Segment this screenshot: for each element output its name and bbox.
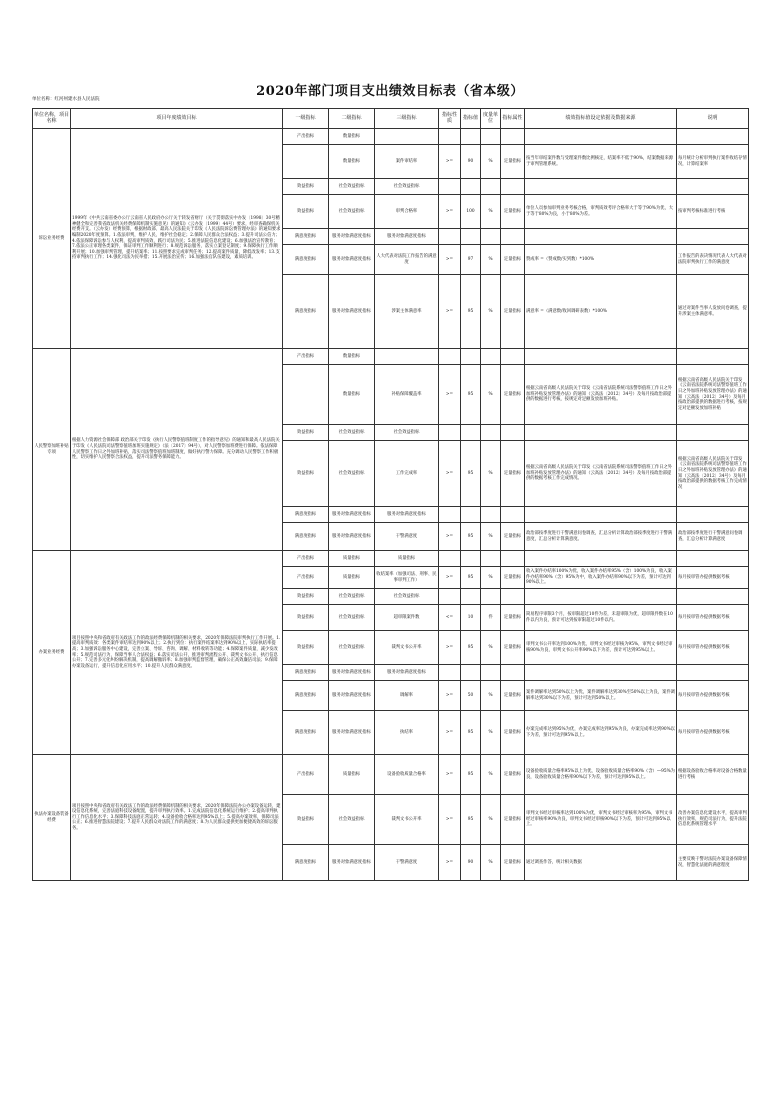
cell-basis: 单位人员参加审判业务考核合格，审判质效考评合格率大于等于90%为优，大于等于80%为良，小于80%为差。	[525, 195, 677, 229]
cell-attr	[501, 129, 525, 145]
cell-level1	[283, 365, 329, 425]
cell-level3: 服务对象满意度指标	[375, 229, 439, 245]
cell-basis	[525, 425, 677, 441]
cell-note: 根据设备验收合格率对设备合格数量进行考核	[677, 755, 749, 795]
cell-note	[677, 589, 749, 605]
cell-level1: 产出指标	[283, 567, 329, 589]
cell-unit: %	[481, 523, 501, 551]
cell-level3: 超审限案件数	[375, 605, 439, 631]
cell-attr: 定量指标	[501, 523, 525, 551]
cell-unit: %	[481, 631, 501, 665]
unit-name: 单位名称：红河州建水县人民法院	[32, 97, 100, 102]
project-name: 诉讼业务经费	[33, 129, 71, 349]
cell-level3: 工作完成率	[375, 441, 439, 507]
cell-attr: 定量指标	[501, 441, 525, 507]
cell-attr: 定量指标	[501, 845, 525, 881]
cell-level3	[375, 349, 439, 365]
cell-value: 95	[461, 755, 481, 795]
header-project: 单位名称，项目名称	[33, 109, 71, 129]
cell-unit: %	[481, 681, 501, 711]
project-goal: 1999年《中共云南省委办公厅云南省人民政府办公厅关于转发省财厅（关于贯彻落实中办发〔1998〕30号精神健全和完善我省政法机关经费保障机制实施意见）的通知》（云办发〔1999〕44号）要求，经审查确保机关经费开支。（云办发）经费预算，根据财政部、最高人民法院关于印发《人民法院诉讼费管理办法》的通知要求编制2020年度预算。1.依法审判，维护人民、维护社会稳定；2.保障人民群众合法权益；3.提升司法公信力；4.依法保障诉讼参与人权利，提高审判质效，践行司法为民；5.推进法院信息化建设；6.加强法治宣传教育；7.依法公正审理各类案件，保证审判工作顺利进行；8.规范诉讼服务，落实立案登记制度；9.保障执行工作顺利开展；10.加强审判管理，提升结案率；11.按照要求完成审判任务；12.提高案件质量，降低改发率；13.支持审判执行工作；14.强化司法为民举措；15.开展法治宣传；16.加强法官队伍建设，素质培训。	[71, 129, 283, 349]
cell-level1: 效益指标	[283, 195, 329, 229]
cell-note	[677, 665, 749, 681]
cell-level3: 案件审结率	[375, 145, 439, 179]
cell-level2: 质量指标	[329, 755, 375, 795]
cell-level2: 社会效益指标	[329, 441, 375, 507]
cell-value	[461, 507, 481, 523]
cell-level3: 裁判文书公开率	[375, 795, 439, 845]
cell-level2: 服务对象满意度指标	[329, 507, 375, 523]
cell-nature	[439, 589, 461, 605]
cell-basis	[525, 349, 677, 365]
cell-basis: 赞成率 =（赞成数/实到数）*100%	[525, 245, 677, 275]
cell-note: 工作报告的表决情况代表人大代表对法院审判执行工作的满意度	[677, 245, 749, 275]
cell-note: 通过对案件当事人发放问卷调查，提升涉案主体满意率。	[677, 275, 749, 349]
cell-attr	[501, 229, 525, 245]
cell-unit: %	[481, 365, 501, 425]
cell-basis	[525, 179, 677, 195]
cell-level1: 满意度指标	[283, 845, 329, 881]
cell-nature: >=	[439, 845, 461, 881]
cell-level1: 效益指标	[283, 425, 329, 441]
cell-level2: 社会效益指标	[329, 179, 375, 195]
project-goal: 根据人力资源社会保障部 政治部关于印发《执行人民警察值班制度工作的指导意见》的通知和最高人民法院关于印发《人民法院司法警察值班加班实施规定》（法〔2017〕94号），对人民警察加班费进行保障。依法保障人民警察工作日之外加班补贴，落实司法警察值班加班制度，做好执行警力保障。充分调动人民警察工作积极性，切实维护人民警察合法权益，提升司法警务保障能力。	[71, 349, 283, 551]
cell-level1: 满意度指标	[283, 665, 329, 681]
cell-level3: 质量指标	[375, 551, 439, 567]
cell-basis: 根据云南省高级人民法院关于印发《云南省法院系统司法警察值班工作日之外加班补贴发放管理办法》的通知（云高法〔2012〕34号）及每月按政治部提供的数据考核工作完成情况。	[525, 441, 677, 507]
cell-level3: 社会效益指标	[375, 425, 439, 441]
cell-level2: 服务对象满意度指标	[329, 229, 375, 245]
cell-level2: 数量指标	[329, 365, 375, 425]
cell-basis: 案件调解率达到50%以上为优，案件调解率达到30%至50%以上为良，案件调解率达到30%以下为差，预计可达到50%以上。	[525, 681, 677, 711]
cell-basis: 收入案件办结率100%为优，收入案件办结率95%（含）100%为良，收入案件办结率90%（含）95%为中，收入案件办结率90%以下为差，预计可达到90%以上。	[525, 567, 677, 589]
cell-level1: 满意度指标	[283, 275, 329, 349]
cell-note: 每月按审管办提供数据考核	[677, 681, 749, 711]
cell-level1: 效益指标	[283, 441, 329, 507]
cell-nature	[439, 179, 461, 195]
cell-level2: 服务对象满意度指标	[329, 275, 375, 349]
cell-nature: >=	[439, 755, 461, 795]
cell-level3: 执结率	[375, 711, 439, 755]
cell-attr: 定量指标	[501, 245, 525, 275]
cell-basis: 审判文书经过审核率达到100%为优，审判文书经过审核率为95%，审判文书经过审核率90%为良，审判文书经过审核90%以下为差，预计可达到95%以上。	[525, 795, 677, 845]
cell-level1: 产出指标	[283, 349, 329, 365]
cell-level2: 社会效益指标	[329, 195, 375, 229]
cell-level3: 干警满意度	[375, 845, 439, 881]
cell-unit: %	[481, 145, 501, 179]
cell-nature	[439, 129, 461, 145]
cell-note	[677, 179, 749, 195]
cell-note	[677, 507, 749, 523]
cell-level3	[375, 129, 439, 145]
cell-level1: 满意度指标	[283, 507, 329, 523]
cell-value: 90	[461, 145, 481, 179]
cell-level2: 服务对象满意度指标	[329, 681, 375, 711]
cell-value: 95	[461, 365, 481, 425]
cell-basis: 政治部按季度进行干警满意问卷调查，汇总分析计算政治部按季度进行干警满意度，汇总分析计算满意度。	[525, 523, 677, 551]
cell-note	[677, 425, 749, 441]
cell-basis: 审判文书公开率达到100%为优，审判文书经过审核为95%，审判文书经过审核90%为良，审判文书公开率90%以下为差，预计可达到95%以上。	[525, 631, 677, 665]
cell-unit	[481, 507, 501, 523]
cell-note: 每月按审管办提供数据考核	[677, 567, 749, 589]
cell-note: 改善办案信息化建设水平，提高审判执行效率，规范司法行为，提升法院信息化系统管理水平	[677, 795, 749, 845]
cell-unit	[481, 589, 501, 605]
cell-nature	[439, 425, 461, 441]
cell-level2: 服务对象满意度指标	[329, 665, 375, 681]
cell-note: 按审判考核标准进行考核	[677, 195, 749, 229]
cell-value	[461, 425, 481, 441]
cell-attr: 定量指标	[501, 195, 525, 229]
cell-value: 50	[461, 681, 481, 711]
cell-attr: 定量指标	[501, 681, 525, 711]
cell-level3: 人大代表对法院工作报告的满意度	[375, 245, 439, 275]
cell-level2: 服务对象满意度指标	[329, 245, 375, 275]
cell-attr: 定量指标	[501, 631, 525, 665]
header-attr: 指标属性	[501, 109, 525, 129]
cell-nature: >=	[439, 523, 461, 551]
cell-note	[677, 551, 749, 567]
header-level3: 三级指标	[375, 109, 439, 129]
table-header-row	[33, 109, 749, 129]
cell-level2: 社会效益指标	[329, 795, 375, 845]
cell-note: 每月按审管办提供数据考核	[677, 631, 749, 665]
cell-level1: 满意度指标	[283, 523, 329, 551]
cell-level3: 调解率	[375, 681, 439, 711]
cell-unit	[481, 425, 501, 441]
cell-level2: 数量指标	[329, 129, 375, 145]
cell-note: 政治部按季度进行干警满意问卷调查，汇总分析计算满意度	[677, 523, 749, 551]
cell-nature	[439, 507, 461, 523]
cell-level1: 效益指标	[283, 631, 329, 665]
cell-level2: 社会效益指标	[329, 631, 375, 665]
cell-basis	[525, 589, 677, 605]
cell-attr	[501, 589, 525, 605]
cell-unit: %	[481, 441, 501, 507]
cell-attr: 定量指标	[501, 365, 525, 425]
cell-unit	[481, 551, 501, 567]
cell-attr: 定量指标	[501, 567, 525, 589]
cell-nature: >=	[439, 681, 461, 711]
cell-level1: 效益指标	[283, 795, 329, 845]
cell-level1: 满意度指标	[283, 681, 329, 711]
cell-value: 95	[461, 711, 481, 755]
cell-attr: 定量指标	[501, 145, 525, 179]
cell-level2: 服务对象满意度指标	[329, 523, 375, 551]
cell-value	[461, 349, 481, 365]
project-name: 执法办案设备装备经费	[33, 755, 71, 881]
cell-nature: >=	[439, 567, 461, 589]
cell-attr	[501, 551, 525, 567]
cell-unit	[481, 179, 501, 195]
header-unit: 度量单位	[481, 109, 501, 129]
cell-level3: 涉案主体满意率	[375, 275, 439, 349]
cell-basis	[525, 551, 677, 567]
cell-basis: 设备验收质量合格率95%以上为优，设备验收质量合格率90%（含）—95%为良，设备验收质量合格率90%以下为差，预计可达到95%以上。	[525, 755, 677, 795]
cell-level1: 产出指标	[283, 551, 329, 567]
cell-nature	[439, 229, 461, 245]
header-level1: 一级指标	[283, 109, 329, 129]
cell-attr	[501, 507, 525, 523]
cell-level1: 满意度指标	[283, 711, 329, 755]
cell-attr: 定量指标	[501, 755, 525, 795]
cell-level2: 服务对象满意度指标	[329, 711, 375, 755]
cell-value: 95	[461, 567, 481, 589]
header-value: 指标值	[461, 109, 481, 129]
cell-level1: 效益指标	[283, 179, 329, 195]
cell-level1: 产出指标	[283, 129, 329, 145]
cell-level3: 社会效益指标	[375, 179, 439, 195]
cell-basis: 办案完成率达到95%为优，办案完成率达到95%为良，办案完成率达到90%以下为差，预计可达到95%以上。	[525, 711, 677, 755]
cell-unit	[481, 229, 501, 245]
cell-note	[677, 229, 749, 245]
cell-unit: %	[481, 245, 501, 275]
cell-note: 每月按审管办提供数据考核	[677, 711, 749, 755]
header-basis: 绩效指标值设定依据及数据来源	[525, 109, 677, 129]
cell-level3: 服务对象满意度指标	[375, 665, 439, 681]
header-goal: 项目年度绩效目标	[71, 109, 283, 129]
cell-attr: 定量指标	[501, 795, 525, 845]
cell-level2: 质量指标	[329, 551, 375, 567]
cell-nature: >=	[439, 245, 461, 275]
cell-note: 根据云南省高级人民法院关于印发《云南省法院系统司法警察值班工作日之外加班补贴发放管理办法》的通知（云高法〔2012〕34号）及每月按政治部提供的数据进行考核，按规定对足额发放加班补贴	[677, 365, 749, 425]
cell-value: 95	[461, 523, 481, 551]
cell-nature: >=	[439, 365, 461, 425]
cell-level2: 社会效益指标	[329, 589, 375, 605]
cell-value	[461, 229, 481, 245]
cell-nature: >=	[439, 145, 461, 179]
cell-level1: 满意度指标	[283, 245, 329, 275]
cell-level1: 效益指标	[283, 605, 329, 631]
cell-value	[461, 129, 481, 145]
table-row	[33, 129, 749, 145]
cell-unit: %	[481, 567, 501, 589]
cell-value: 95	[461, 441, 481, 507]
cell-unit: %	[481, 711, 501, 755]
cell-basis	[525, 229, 677, 245]
cell-level1: 效益指标	[283, 589, 329, 605]
cell-unit: %	[481, 755, 501, 795]
performance-table	[32, 108, 749, 881]
cell-nature: >=	[439, 441, 461, 507]
page-title: 2020年部门项目支出绩效目标表（省本级）	[256, 84, 524, 99]
cell-basis	[525, 129, 677, 145]
cell-value: 10	[461, 605, 481, 631]
cell-attr: 定量指标	[501, 275, 525, 349]
project-goal: 项目按照中央和省政府有关政法工作的政法经费保障机制的相关要求，2020年保障法院办公办案设备运转，建设信息化系统，完善法庭科技设备配置，提升审判执行效率。1.完成法院信息化系统运行维护；2.提高审判执行工作信息化水平；3.保障科技法庭正常运转；4.设备验收合格率达到95%以上；5.提高办案效率，保障司法公正；6.推进智慧法院建设；7.提升人民群众对法院工作的满意度；8.为人民群众提供更加便捷高效的诉讼服务。	[71, 755, 283, 881]
cell-note	[677, 349, 749, 365]
cell-attr	[501, 179, 525, 195]
cell-unit: %	[481, 795, 501, 845]
cell-basis: 根据云南省高级人民法院关于印发《云南省法院系统司法警察值班工作日之外加班补贴发放管理办法》的通知（云高法〔2012〕34号）及每月按政治部提供的数据进行考核，按规定对足额发放加班补贴。	[525, 365, 677, 425]
cell-level3: 服务对象满意度指标	[375, 507, 439, 523]
cell-value: 97	[461, 245, 481, 275]
cell-level2: 数量指标	[329, 349, 375, 365]
cell-basis: 按当年审结案件数与受理案件数比例核定，结案率不低于90%，结案数据来源于审判管理系统。	[525, 145, 677, 179]
cell-value	[461, 551, 481, 567]
project-name: 人民警察加班补贴专项	[33, 349, 71, 551]
cell-nature: >=	[439, 795, 461, 845]
cell-note: 根据云南省高级人民法院关于印发《云南省法院系统司法警察值班工作日之外加班补贴发放管理办法》的通知（云高法〔2012〕34号）及每月按政治部提供的数据考核工作完成情况	[677, 441, 749, 507]
cell-level3: 审判合格率	[375, 195, 439, 229]
project-goal: 项目按照中央和省政府有关政法工作的政法经费保障机制的相关要求，2020年保障法院审判执行工作开展。1.提高审判质效：各类案件审结率达到90%以上；2.执行到位：执行案件结案率达到90%以上，实际执结率提高；3.加强诉讼服务中心建设，完善立案、导诉、咨询、调解、材料收转等功能；4.保障案件质量，减少发改率；5.规范司法行为，保障当事人合法权益；6.落实司法公开，推进审判流程公开、裁判文书公开、执行信息公开；7.完善多元化纠纷解决机制，提高调解撤诉率；8.加强审判监督管理，确保公正高效廉洁司法；9.保障办案设备运行，提升信息化应用水平；10.提升人民群众满意度。	[71, 551, 283, 755]
header-level2: 二级指标	[329, 109, 375, 129]
cell-level3: 社会效益指标	[375, 589, 439, 605]
cell-basis: 简易程序审限3个月，按审限超过10件为差，未超审限为优，超审限件数在10件以内为良，预计可达到按审限超过10件以内。	[525, 605, 677, 631]
cell-unit: %	[481, 275, 501, 349]
cell-basis	[525, 507, 677, 523]
cell-note: 每月统计分析审判执行案件收结存情况，计算结案率	[677, 145, 749, 179]
cell-attr	[501, 349, 525, 365]
cell-nature: >=	[439, 711, 461, 755]
cell-nature: >=	[439, 275, 461, 349]
cell-note	[677, 129, 749, 145]
cell-attr	[501, 665, 525, 681]
cell-attr: 定量指标	[501, 711, 525, 755]
table-row	[33, 349, 749, 365]
cell-attr: 定量指标	[501, 605, 525, 631]
cell-value: 100	[461, 195, 481, 229]
cell-attr	[501, 425, 525, 441]
cell-unit	[481, 129, 501, 145]
cell-value	[461, 589, 481, 605]
cell-unit	[481, 349, 501, 365]
cell-unit	[481, 665, 501, 681]
cell-level1: 满意度指标	[283, 229, 329, 245]
cell-unit: 件	[481, 605, 501, 631]
cell-level1: 产出指标	[283, 755, 329, 795]
cell-basis: 满意率 =（满意数/收回调研表数）*100%	[525, 275, 677, 349]
cell-value	[461, 179, 481, 195]
cell-value: 95	[461, 631, 481, 665]
table-row	[33, 551, 749, 567]
header-note: 说明	[677, 109, 749, 129]
cell-level2: 社会效益指标	[329, 425, 375, 441]
cell-level3: 裁判文书公开率	[375, 631, 439, 665]
cell-level3: 干警满意度	[375, 523, 439, 551]
table-row	[33, 755, 749, 795]
cell-nature	[439, 665, 461, 681]
cell-value: 95	[461, 275, 481, 349]
cell-nature	[439, 551, 461, 567]
cell-level2: 质量指标	[329, 567, 375, 589]
cell-basis	[525, 665, 677, 681]
cell-unit: %	[481, 845, 501, 881]
cell-level3: 收结案率（加强司法、刑事、民事审判工作）	[375, 567, 439, 589]
cell-nature: >=	[439, 631, 461, 665]
header-nature: 指标性质	[439, 109, 461, 129]
cell-level3: 补贴保障覆盖率	[375, 365, 439, 425]
project-name: 办案业务经费	[33, 551, 71, 755]
cell-level2: 服务对象满意度指标	[329, 845, 375, 881]
cell-unit: %	[481, 195, 501, 229]
cell-value: 90	[461, 845, 481, 881]
cell-level3: 设备验收质量合格率	[375, 755, 439, 795]
cell-note: 每月按审管办提供数据考核	[677, 605, 749, 631]
cell-level2: 数量指标	[329, 145, 375, 179]
cell-nature: >=	[439, 195, 461, 229]
cell-level2: 社会效益指标	[329, 605, 375, 631]
cell-value: 95	[461, 795, 481, 845]
cell-note: 主要反映干警对法院办案设备保障情况，智慧化法庭的满意程度	[677, 845, 749, 881]
cell-value	[461, 665, 481, 681]
cell-level1	[283, 145, 329, 179]
cell-nature	[439, 349, 461, 365]
cell-nature: <=	[439, 605, 461, 631]
cell-basis: 通过调查作答，统计相关数据	[525, 845, 677, 881]
